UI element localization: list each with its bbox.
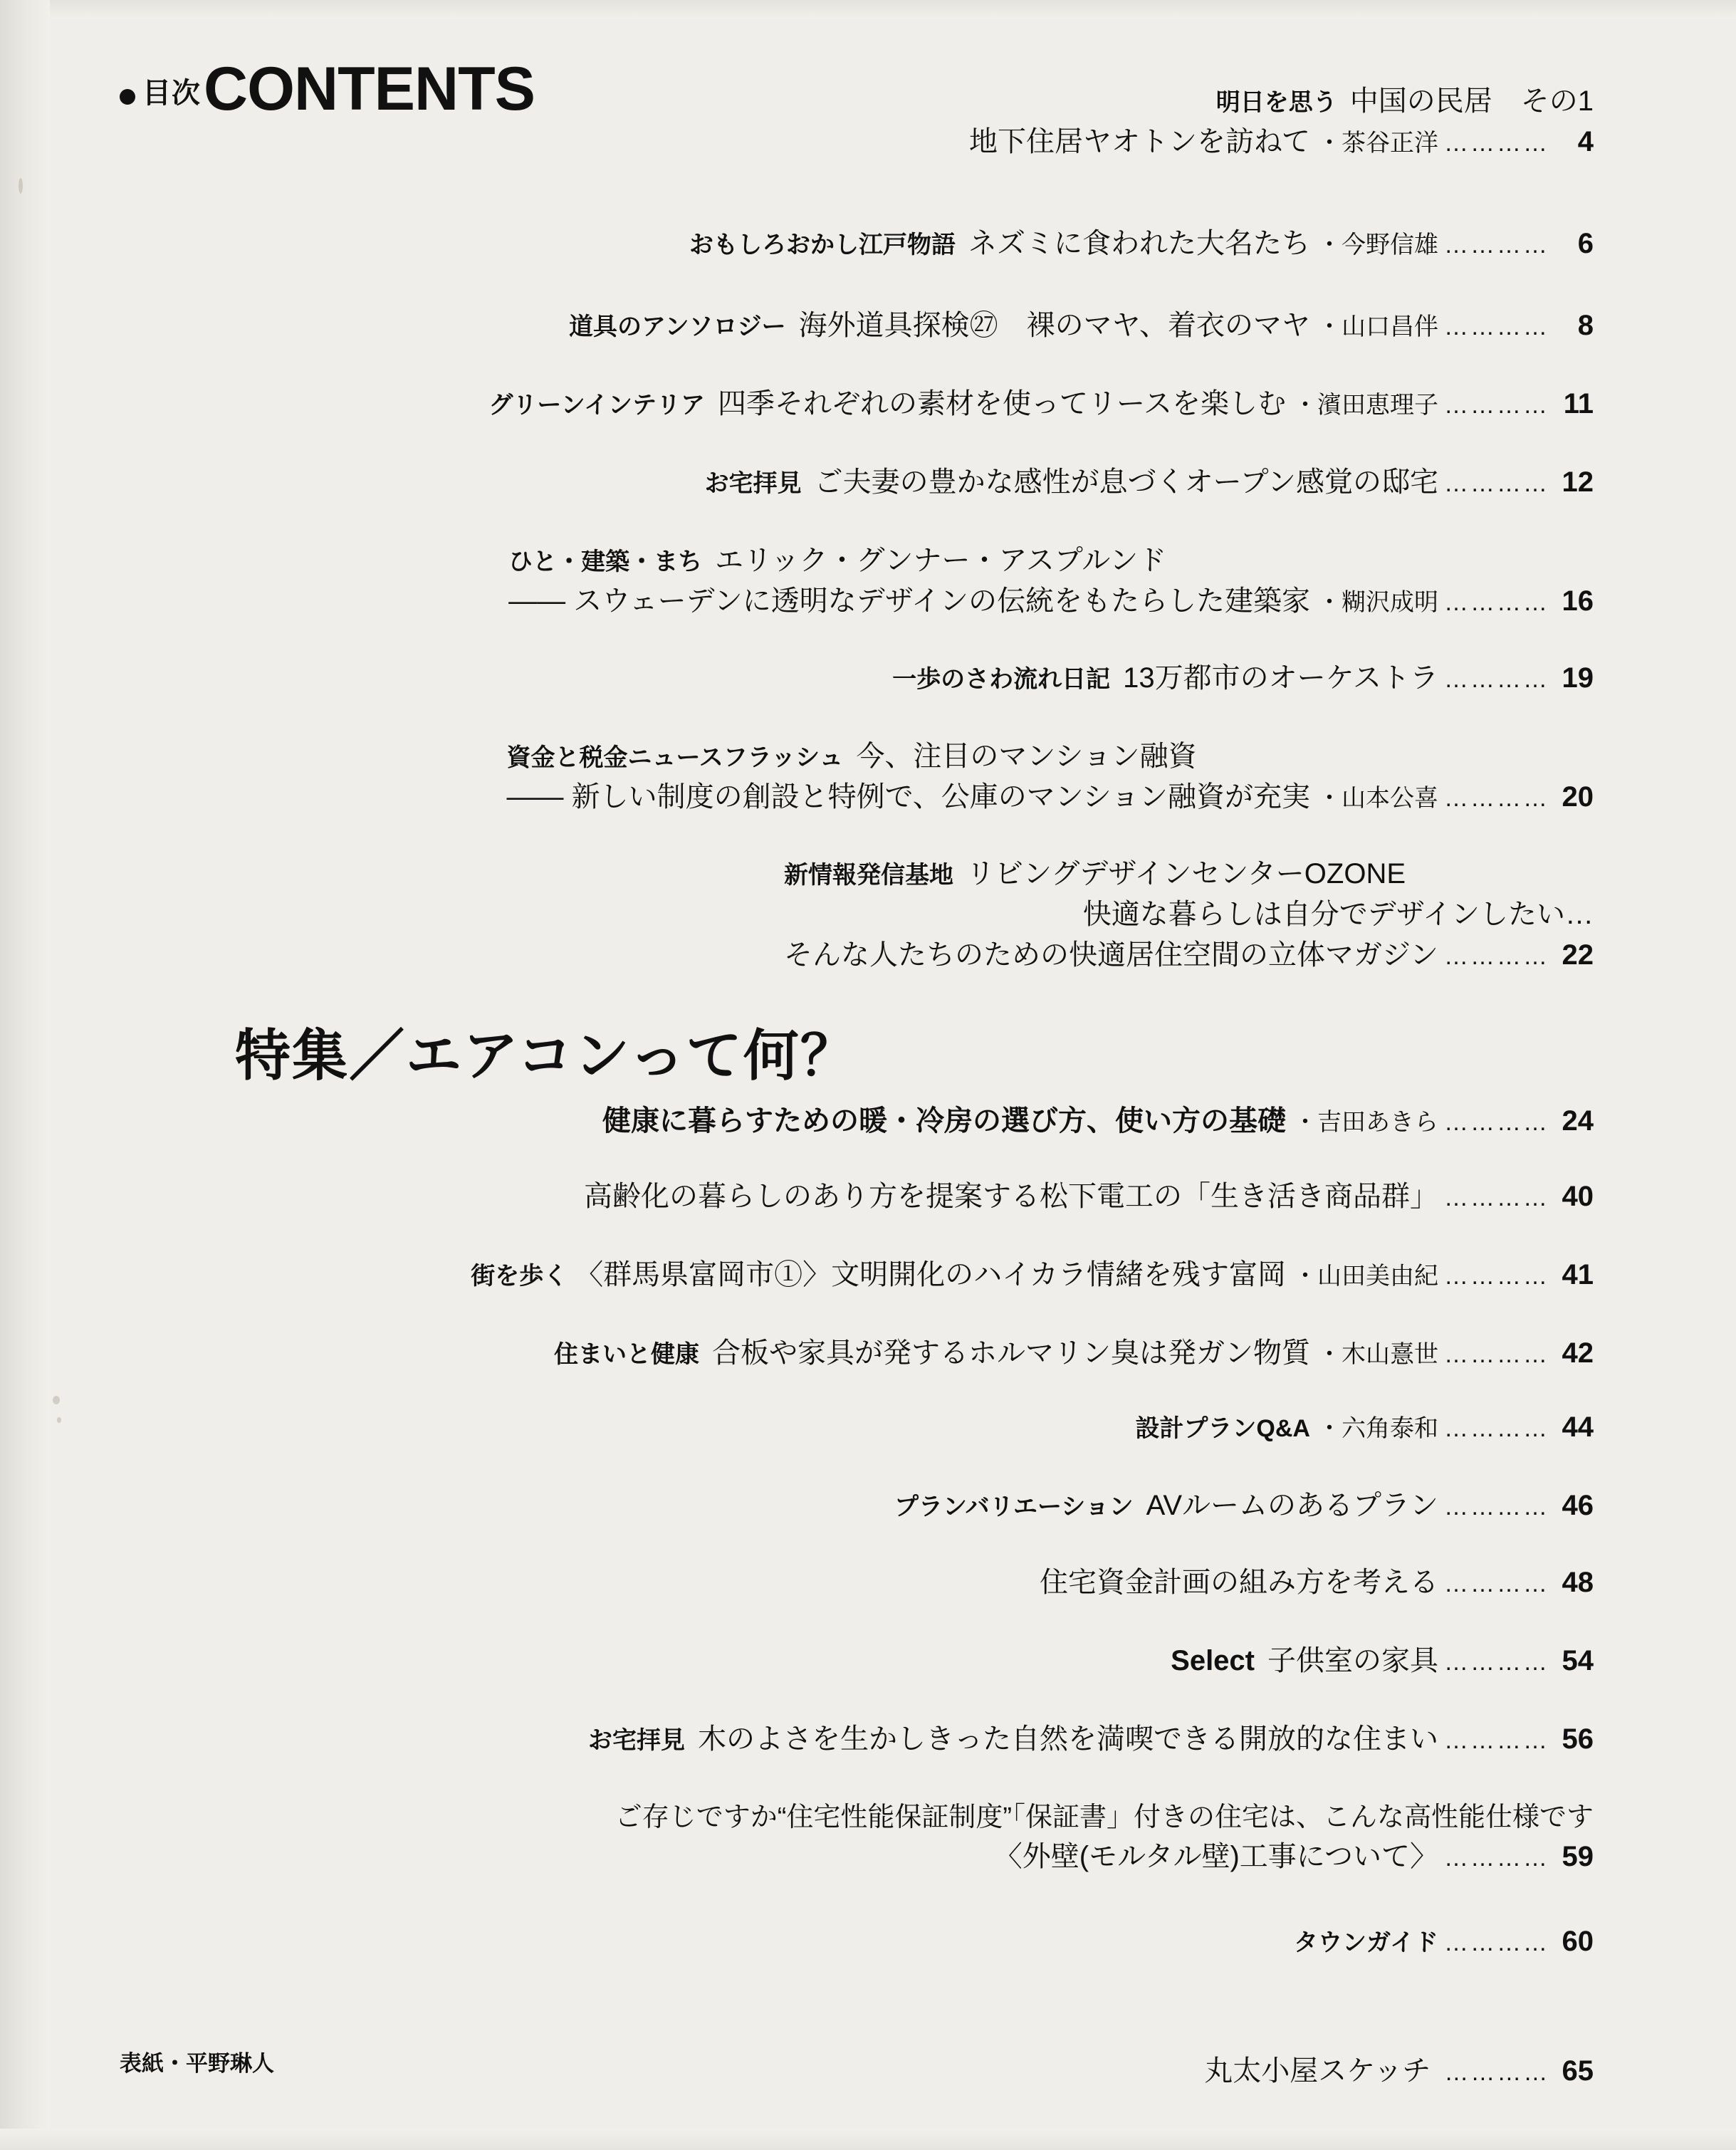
toc-page-number: 8: [1577, 310, 1594, 341]
toc-title: エリック・グンナー・アスプルンド: [715, 545, 1167, 576]
toc-title: 健康に暮らすための暖・冷房の選び方、使い方の基礎: [602, 1105, 1286, 1137]
toc-title: —— 新しい制度の創設と特例で、公庫のマンション融資が充実: [506, 781, 1310, 813]
toc-entry[interactable]: [1171, 1638, 1594, 1679]
leader-dots: …………: [1444, 943, 1549, 970]
toc-page-number: 4: [1577, 126, 1594, 157]
feature-headline: 特集／エアコンって何？: [235, 1024, 857, 1087]
toc-entry[interactable]: [705, 459, 1594, 500]
toc-title: 中国の民居 その1: [1349, 85, 1594, 117]
toc-entry[interactable]: [1040, 1560, 1594, 1600]
toc-title: 13万都市のオーケストラ: [1123, 662, 1438, 694]
toc-title: ご存じですか“住宅性能保証制度”「保証書」付きの住宅は、こんな高性能仕様です: [615, 1802, 1594, 1832]
toc-line: [508, 538, 1166, 578]
toc-line: [508, 578, 1594, 619]
toc-kicker: 街を歩く: [471, 1263, 568, 1290]
toc-title: 〈外壁(モルタル壁)工事について〉: [993, 1841, 1438, 1872]
mokuji-label: 目次: [142, 78, 201, 110]
toc-title: そんな人たちのための快適居住空間の立体マガジン: [784, 939, 1438, 971]
toc-line: [1216, 78, 1594, 119]
toc-entry[interactable]: [554, 1330, 1594, 1371]
toc-title: 快適な暮らしは自分でデザインしたい…: [1082, 899, 1594, 930]
leader-dots: …………: [1444, 130, 1549, 157]
toc-title: 今、注目のマンション融資: [856, 741, 1197, 772]
leader-dots: …………: [1444, 231, 1549, 259]
toc-kicker: おもしろおかし江戸物語: [689, 231, 956, 259]
leader-dots: …………: [1444, 1929, 1549, 1956]
cover-credit: 表紙・平野琳人: [120, 2051, 274, 2076]
toc-page-number: 44: [1562, 1411, 1594, 1443]
toc-line: [584, 1174, 1594, 1214]
toc-page-number: 22: [1562, 939, 1594, 971]
toc-title: 住宅資金計画の組み方を考える: [1040, 1567, 1438, 1598]
leader-dots: …………: [1444, 1844, 1549, 1872]
leader-dots: …………: [1444, 785, 1549, 812]
toc-entry[interactable]: [569, 303, 1594, 343]
leader-dots: …………: [1444, 313, 1549, 340]
toc-kicker: 新情報発信基地: [784, 862, 953, 889]
toc-page-number: 20: [1562, 781, 1594, 813]
toc-entry[interactable]: [508, 538, 1594, 619]
leader-dots: …………: [1444, 1263, 1549, 1290]
toc-author: ・濱田恵理子: [1293, 392, 1438, 419]
toc-author: ・糊沢成明: [1317, 589, 1438, 616]
toc-title: リビングデザインセンターOZONE: [966, 858, 1406, 889]
toc-entry[interactable]: [584, 1174, 1594, 1214]
toc-page-number: 60: [1562, 1926, 1594, 1957]
toc-title: ご夫妻の豊かな感性が息づくオープン感覚の邸宅: [814, 466, 1438, 498]
toc-line: [506, 774, 1594, 815]
toc-author: ・今野信雄: [1317, 231, 1438, 259]
toc-title: 合板や家具が発するホルマリン臭は発ガン物質: [712, 1337, 1310, 1369]
toc-page-number: 42: [1562, 1337, 1594, 1369]
toc-title: AVルームのあるプラン: [1146, 1490, 1438, 1521]
toc-page-number: 54: [1562, 1645, 1594, 1676]
toc-kicker: 設計プランQ&A: [1135, 1415, 1310, 1442]
toc-line: [554, 1330, 1594, 1371]
page-header: [120, 55, 535, 123]
toc-line: [1040, 1560, 1594, 1600]
toc-author: ・山本公喜: [1317, 785, 1438, 812]
toc-page-number: 11: [1563, 388, 1594, 419]
toc-author: ・木山憙世: [1317, 1341, 1438, 1368]
bullet-dot-icon: [120, 89, 135, 105]
toc-kicker: プランバリエーション: [894, 1493, 1134, 1520]
toc-page-number: 65: [1562, 2055, 1594, 2087]
toc-author: ・山口昌伴: [1317, 313, 1438, 340]
toc-entry[interactable]: [588, 1716, 1594, 1757]
toc-page-number: 6: [1577, 228, 1594, 259]
toc-entry[interactable]: [506, 734, 1594, 815]
toc-entry[interactable]: [615, 1795, 1594, 1874]
toc-entry[interactable]: [488, 381, 1594, 422]
leader-dots: …………: [1444, 1570, 1549, 1597]
toc-entry[interactable]: [689, 221, 1594, 261]
toc-kicker: 一歩のさわ流れ日記: [892, 666, 1111, 693]
toc-title: 丸太小屋スケッチ: [1204, 2055, 1431, 2087]
toc-line: [689, 221, 1594, 261]
toc-title: 子供室の家具: [1267, 1645, 1438, 1676]
toc-page-number: 16: [1562, 585, 1594, 617]
toc-page-number: 56: [1562, 1723, 1594, 1755]
toc-line: [588, 1716, 1594, 1757]
toc-entry[interactable]: [1135, 1409, 1594, 1444]
toc-line: [994, 1834, 1594, 1874]
toc-line: [488, 381, 1594, 422]
toc-line: [471, 1252, 1594, 1293]
toc-line: [892, 655, 1594, 696]
toc-kicker: 住まいと健康: [554, 1341, 699, 1368]
toc-title: —— スウェーデンに透明なデザインの伝統をもたらした建築家: [508, 585, 1310, 617]
toc-page-number: 12: [1562, 466, 1594, 498]
toc-title: 四季それぞれの素材を使ってリースを楽しむ: [718, 388, 1286, 419]
leader-dots: …………: [1444, 2059, 1550, 2086]
toc-kicker: Select: [1171, 1645, 1255, 1676]
toc-line: [506, 734, 1196, 774]
toc-line: [705, 459, 1594, 500]
toc-title: 地下住居ヤオトンを訪ねて: [969, 126, 1310, 157]
leader-dots: …………: [1444, 470, 1549, 497]
leader-dots: …………: [1444, 1341, 1549, 1368]
toc-entry[interactable]: [969, 78, 1594, 160]
toc-entry[interactable]: [894, 1483, 1594, 1523]
toc-author: ・茶谷正洋: [1317, 130, 1438, 157]
toc-page-number: 41: [1562, 1259, 1594, 1290]
toc-line: [784, 851, 1406, 892]
toc-line: [1135, 1409, 1594, 1444]
toc-kicker: お宅拝見: [704, 470, 802, 497]
toc-line: [602, 1098, 1594, 1139]
toc-line: [1171, 1638, 1594, 1679]
toc-title: 海外道具探検㉗ 裸のマヤ、着衣のマヤ: [798, 310, 1310, 341]
toc-kicker: 資金と税金ニュースフラッシュ: [506, 744, 844, 771]
leader-dots: …………: [1444, 1493, 1549, 1520]
toc-line: [784, 932, 1594, 973]
toc-kicker: 道具のアンソロジー: [568, 313, 786, 340]
toc-line: [1083, 892, 1594, 932]
page-title: CONTENTS: [204, 55, 535, 123]
toc-entry[interactable]: [471, 1252, 1594, 1293]
toc-title: ネズミに食われた大名たち: [968, 228, 1310, 259]
toc-title: 〈群馬県富岡市①〉文明開化のハイカラ情緒を残す富岡: [575, 1259, 1286, 1290]
leader-dots: …………: [1444, 392, 1549, 419]
toc-entry[interactable]: [1204, 2048, 1594, 2089]
toc-page-number: 59: [1562, 1841, 1594, 1872]
leader-dots: …………: [1444, 1415, 1549, 1442]
toc-entry[interactable]: [1294, 1923, 1594, 1958]
toc-line: [894, 1483, 1594, 1523]
toc-line: [1294, 1923, 1594, 1958]
leader-dots: …………: [1444, 1727, 1549, 1754]
toc-page-number: 48: [1562, 1567, 1594, 1598]
toc-title: 木のよさを生かしきった自然を満喫できる開放的な住まい: [698, 1723, 1438, 1755]
toc-author: ・吉田あきら: [1293, 1109, 1438, 1136]
toc-entry[interactable]: [892, 655, 1594, 696]
toc-title: 高齢化の暮らしのあり方を提案する松下電工の「生き活き商品群」: [584, 1181, 1438, 1212]
leader-dots: …………: [1444, 1649, 1549, 1676]
toc-page-number: 40: [1562, 1181, 1594, 1212]
toc-page-number: 46: [1562, 1490, 1594, 1521]
toc-kicker: お宅拝見: [588, 1727, 685, 1754]
leader-dots: …………: [1444, 1184, 1549, 1211]
toc-line: [969, 119, 1594, 160]
toc-entry[interactable]: [602, 1098, 1594, 1139]
toc-page-number: 24: [1562, 1105, 1594, 1137]
toc-line: [615, 1795, 1594, 1834]
toc-kicker: ひと・建築・まち: [508, 548, 703, 575]
toc-entry[interactable]: [784, 851, 1594, 973]
leader-dots: …………: [1444, 589, 1549, 616]
toc-kicker: タウンガイド: [1294, 1929, 1438, 1956]
toc-author: ・山田美由紀: [1293, 1263, 1438, 1290]
toc-kicker: グリーンインテリア: [488, 392, 705, 419]
toc-line: [569, 303, 1594, 343]
toc-author: ・六角泰和: [1317, 1415, 1438, 1442]
toc-page-number: 19: [1562, 662, 1594, 694]
leader-dots: …………: [1444, 666, 1549, 693]
leader-dots: …………: [1444, 1109, 1549, 1136]
toc-kicker: 明日を思う: [1215, 89, 1337, 116]
